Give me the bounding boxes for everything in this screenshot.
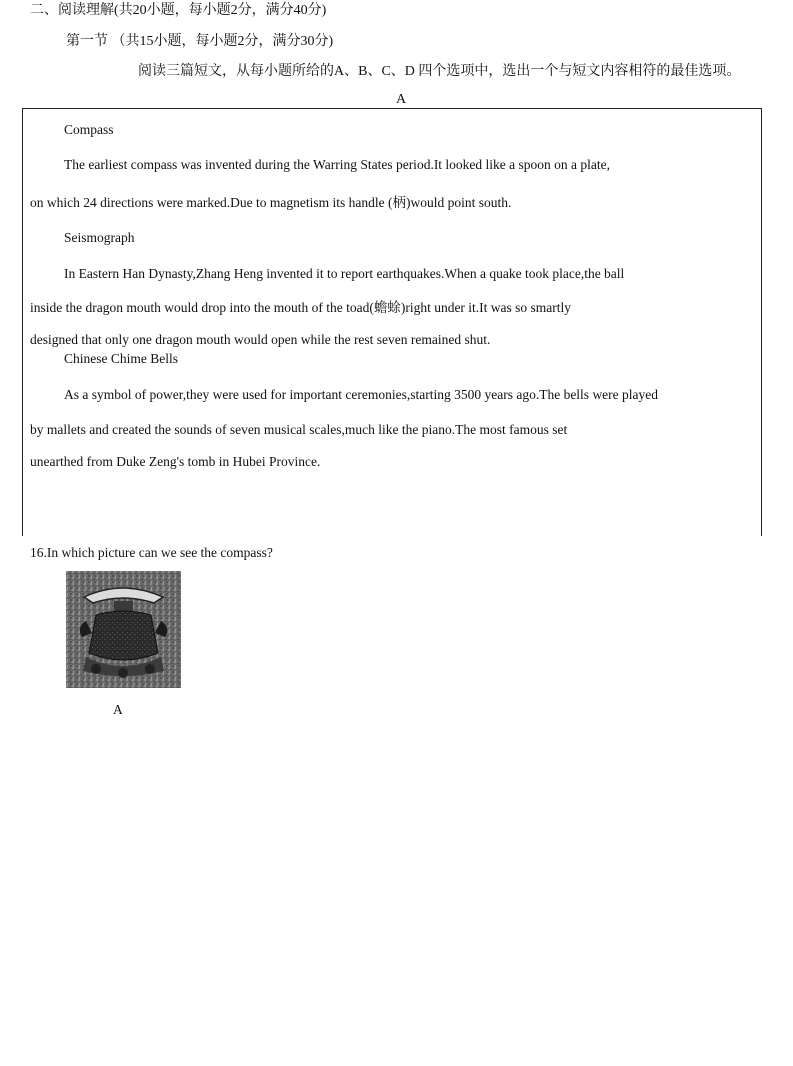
passage-item-title-seismograph: Seismograph xyxy=(64,230,135,245)
passage-item-title-compass: Compass xyxy=(64,122,114,137)
seismograph-image xyxy=(66,571,181,688)
passage-line: on which 24 directions were marked.Due to magnetism its handle (柄)would point south. xyxy=(30,195,512,210)
option-a-picture xyxy=(66,571,181,688)
passage-line: As a symbol of power,they were used for important ceremonies,starting 3500 years ago.The bells were played xyxy=(64,387,659,402)
passage-label: A xyxy=(396,92,407,107)
passage-line: unearthed from Duke Zeng's tomb in Hubei Province. xyxy=(30,454,321,469)
passage-item-title-chime-bells: Chinese Chime Bells xyxy=(64,351,178,366)
part-title: 第一节 （共15小题，每小题2分，满分30分) xyxy=(66,34,334,49)
option-a-label: A xyxy=(113,702,123,717)
passage-line: designed that only one dragon mouth would open while the rest seven remained shut. xyxy=(30,332,491,347)
section-heading: 二、阅读理解(共20小题，每小题2分，满分40分) xyxy=(30,3,327,18)
passage-line: The earliest compass was invented during the Warring States period.It looked like a spoon on a plate, xyxy=(64,157,611,172)
instructions: 阅读三篇短文，从每小题所给的A、B、C、D 四个选项中，选出一个与短文内容相符的最佳选项。 xyxy=(138,64,741,79)
question-text: 16.In which picture can we see the compass? xyxy=(30,545,273,560)
passage-line: In Eastern Han Dynasty,Zhang Heng invented it to report earthquakes.When a quake took place,the ball xyxy=(64,266,625,281)
passage-line: inside the dragon mouth would drop into the mouth of the toad(蟾蜍)right under it.It was so smartly xyxy=(30,300,572,315)
passage-line: by mallets and created the sounds of seven musical scales,much like the piano.The most famous set xyxy=(30,422,568,437)
